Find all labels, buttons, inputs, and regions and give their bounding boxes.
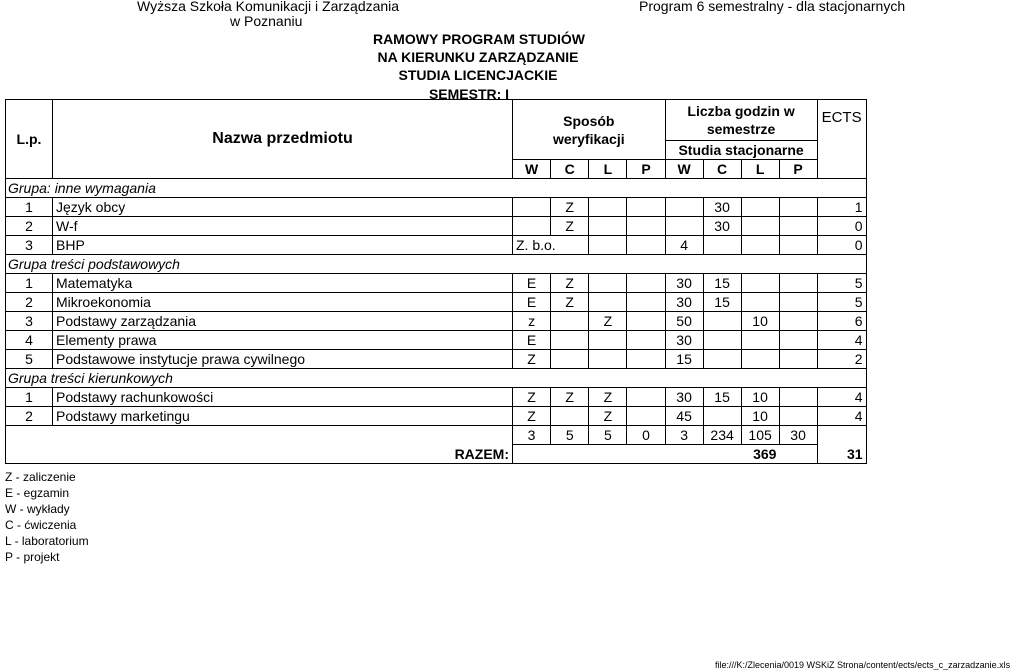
row-ects: 5 bbox=[817, 274, 866, 293]
table-row bbox=[6, 198, 867, 217]
row-verif-l: Z bbox=[589, 388, 627, 407]
row-hours-c: 15 bbox=[703, 388, 741, 407]
legend-item: Z - zaliczenie bbox=[5, 470, 76, 484]
row-verif-l: Z bbox=[589, 407, 627, 426]
row-verif-c: Z bbox=[551, 198, 589, 217]
row-verif-c: Z bbox=[551, 388, 589, 407]
row-subject: W-f bbox=[53, 217, 513, 236]
row-verif-w: E bbox=[513, 331, 551, 350]
table-row bbox=[6, 217, 867, 236]
group-label: Grupa treści podstawowych bbox=[6, 255, 867, 274]
row-lp: 2 bbox=[6, 217, 53, 236]
legend-item: L - laboratorium bbox=[5, 534, 89, 548]
header-col-l: L bbox=[741, 160, 779, 179]
row-verif-c bbox=[551, 331, 589, 350]
totals-row bbox=[6, 426, 867, 445]
row-hours-c: 30 bbox=[703, 198, 741, 217]
row-lp: 3 bbox=[6, 236, 53, 255]
row-subject: Podstawy rachunkowości bbox=[53, 388, 513, 407]
row-verif-w bbox=[513, 217, 551, 236]
total-hours-w: 3 bbox=[665, 426, 703, 445]
header-col-p: P bbox=[627, 160, 665, 179]
totals-blank bbox=[6, 426, 513, 445]
legend bbox=[5, 469, 89, 565]
row-subject: Podstawy marketingu bbox=[53, 407, 513, 426]
row-hours-l bbox=[741, 236, 779, 255]
header-verification: Sposób weryfikacji bbox=[513, 100, 666, 160]
row-ects: 1 bbox=[817, 198, 866, 217]
row-hours-p bbox=[779, 236, 817, 255]
row-hours-w: 15 bbox=[665, 350, 703, 369]
row-verif-l bbox=[589, 274, 627, 293]
row-lp: 4 bbox=[6, 331, 53, 350]
row-hours-l bbox=[741, 198, 779, 217]
row-lp: 1 bbox=[6, 388, 53, 407]
total-verif-w: 3 bbox=[513, 426, 551, 445]
row-verif-l bbox=[589, 293, 627, 312]
row-subject: Matematyka bbox=[53, 274, 513, 293]
row-subject: Podstawowe instytucje prawa cywilnego bbox=[53, 350, 513, 369]
row-verif-c bbox=[551, 350, 589, 369]
row-subject: Mikroekonomia bbox=[53, 293, 513, 312]
row-subject: BHP bbox=[53, 236, 513, 255]
row-verif-w: E bbox=[513, 274, 551, 293]
title-line1: RAMOWY PROGRAM STUDIÓW bbox=[372, 31, 586, 47]
row-hours-w: 30 bbox=[665, 331, 703, 350]
title-line4: SEMESTR: I bbox=[428, 86, 510, 102]
total-verif-p: 0 bbox=[627, 426, 665, 445]
row-hours-c bbox=[703, 312, 741, 331]
row-hours-w: 30 bbox=[665, 293, 703, 312]
row-ects: 0 bbox=[817, 236, 866, 255]
legend-item: C - ćwiczenia bbox=[5, 518, 77, 532]
row-verif-l bbox=[589, 198, 627, 217]
row-verif-p bbox=[627, 217, 665, 236]
row-verif-p bbox=[627, 331, 665, 350]
legend-item: W - wykłady bbox=[5, 502, 70, 516]
row-hours-p bbox=[779, 217, 817, 236]
table-row bbox=[6, 293, 867, 312]
row-verif-w: z bbox=[513, 312, 551, 331]
row-verif-p bbox=[627, 236, 665, 255]
row-verif-w: Z bbox=[513, 350, 551, 369]
header-subject-name: Nazwa przedmiotu bbox=[53, 100, 513, 179]
row-hours-l: 10 bbox=[741, 407, 779, 426]
header-col-l: L bbox=[589, 160, 627, 179]
row-hours-l: 10 bbox=[741, 388, 779, 407]
file-path-footer: file:///K:/Zlecenia/0019 WSKiZ Strona/content/ects/ects_c_zarzadzanie.xls bbox=[715, 660, 1010, 670]
table-row bbox=[6, 274, 867, 293]
razem-hours: 369 bbox=[513, 445, 818, 464]
row-hours-p bbox=[779, 388, 817, 407]
row-hours-w bbox=[665, 217, 703, 236]
row-verif-p bbox=[627, 388, 665, 407]
row-hours-l bbox=[741, 331, 779, 350]
razem-ects: 31 bbox=[817, 445, 866, 464]
total-verif-l: 5 bbox=[589, 426, 627, 445]
row-ects: 0 bbox=[817, 217, 866, 236]
row-hours-w: 4 bbox=[665, 236, 703, 255]
legend-item: P - projekt bbox=[5, 550, 60, 564]
row-verif-w: Z bbox=[513, 407, 551, 426]
row-verif-c: Z bbox=[551, 274, 589, 293]
row-subject: Elementy prawa bbox=[53, 331, 513, 350]
row-verif-p bbox=[627, 293, 665, 312]
total-verif-c: 5 bbox=[551, 426, 589, 445]
row-subject: Język obcy bbox=[53, 198, 513, 217]
row-hours-w: 45 bbox=[665, 407, 703, 426]
razem-row bbox=[6, 445, 867, 464]
row-ects: 2 bbox=[817, 350, 866, 369]
row-verif-l bbox=[589, 236, 627, 255]
row-hours-l bbox=[741, 217, 779, 236]
row-hours-c bbox=[703, 236, 741, 255]
row-verif-w: Z. b.o. bbox=[513, 236, 589, 255]
row-verif-c: Z bbox=[551, 217, 589, 236]
row-hours-p bbox=[779, 350, 817, 369]
header-col-p: P bbox=[779, 160, 817, 179]
row-hours-c: 15 bbox=[703, 293, 741, 312]
row-verif-c: Z bbox=[551, 293, 589, 312]
row-subject: Podstawy zarządzania bbox=[53, 312, 513, 331]
row-lp: 2 bbox=[6, 407, 53, 426]
row-verif-l: Z bbox=[589, 312, 627, 331]
row-verif-w: E bbox=[513, 293, 551, 312]
row-verif-l bbox=[589, 331, 627, 350]
row-verif-p bbox=[627, 312, 665, 331]
row-hours-p bbox=[779, 274, 817, 293]
row-ects: 4 bbox=[817, 331, 866, 350]
legend-item: E - egzamin bbox=[5, 486, 70, 500]
header-ects: ECTS bbox=[817, 100, 866, 179]
row-hours-l bbox=[741, 293, 779, 312]
header-col-w: W bbox=[665, 160, 703, 179]
table-row bbox=[6, 407, 867, 426]
row-hours-p bbox=[779, 331, 817, 350]
row-hours-c bbox=[703, 407, 741, 426]
total-hours-p: 30 bbox=[779, 426, 817, 445]
row-hours-w: 30 bbox=[665, 274, 703, 293]
title-line2: NA KIERUNKU ZARZĄDZANIE bbox=[377, 49, 579, 65]
row-hours-p bbox=[779, 293, 817, 312]
table-row bbox=[6, 331, 867, 350]
row-verif-c bbox=[551, 312, 589, 331]
row-verif-p bbox=[627, 407, 665, 426]
row-hours-l bbox=[741, 350, 779, 369]
program-table bbox=[5, 99, 867, 464]
title-line3: STUDIA LICENCJACKIE bbox=[398, 67, 558, 83]
row-hours-l bbox=[741, 274, 779, 293]
row-verif-w bbox=[513, 198, 551, 217]
row-verif-c bbox=[551, 407, 589, 426]
row-lp: 2 bbox=[6, 293, 53, 312]
row-hours-p bbox=[779, 198, 817, 217]
row-hours-c bbox=[703, 331, 741, 350]
school-name-line1: Wyższa Szkoła Komunikacji i Zarządzania bbox=[137, 0, 400, 14]
row-lp: 1 bbox=[6, 198, 53, 217]
row-verif-w: Z bbox=[513, 388, 551, 407]
total-hours-c: 234 bbox=[703, 426, 741, 445]
header-col-c: C bbox=[703, 160, 741, 179]
program-note: Program 6 semestralny - dla stacjonarnych bbox=[639, 0, 906, 14]
header-col-w: W bbox=[513, 160, 551, 179]
row-ects: 4 bbox=[817, 388, 866, 407]
group-label: Grupa: inne wymagania bbox=[6, 179, 867, 198]
table-row bbox=[6, 350, 867, 369]
row-verif-l bbox=[589, 350, 627, 369]
row-hours-p bbox=[779, 407, 817, 426]
row-ects: 6 bbox=[817, 312, 866, 331]
row-lp: 3 bbox=[6, 312, 53, 331]
group-label: Grupa treści kierunkowych bbox=[6, 369, 867, 388]
row-hours-c: 15 bbox=[703, 274, 741, 293]
row-verif-p bbox=[627, 274, 665, 293]
total-ects-blank bbox=[817, 426, 866, 445]
row-lp: 5 bbox=[6, 350, 53, 369]
row-hours-w: 30 bbox=[665, 388, 703, 407]
row-hours-p bbox=[779, 312, 817, 331]
row-hours-c: 30 bbox=[703, 217, 741, 236]
row-verif-p bbox=[627, 350, 665, 369]
header-hours: Liczba godzin w semestrze bbox=[665, 100, 817, 141]
row-hours-c bbox=[703, 350, 741, 369]
header-study-mode: Studia stacjonarne bbox=[665, 141, 817, 160]
row-lp: 1 bbox=[6, 274, 53, 293]
school-name-line2: w Poznaniu bbox=[230, 13, 303, 29]
row-hours-w bbox=[665, 198, 703, 217]
table-row bbox=[6, 312, 867, 331]
razem-label: RAZEM: bbox=[6, 445, 513, 464]
row-verif-p bbox=[627, 198, 665, 217]
row-ects: 5 bbox=[817, 293, 866, 312]
row-hours-w: 50 bbox=[665, 312, 703, 331]
row-ects: 4 bbox=[817, 407, 866, 426]
header-lp: L.p. bbox=[6, 100, 53, 179]
table-row bbox=[6, 236, 867, 255]
row-hours-l: 10 bbox=[741, 312, 779, 331]
table-row bbox=[6, 388, 867, 407]
total-hours-l: 105 bbox=[741, 426, 779, 445]
row-verif-l bbox=[589, 217, 627, 236]
header-col-c: C bbox=[551, 160, 589, 179]
